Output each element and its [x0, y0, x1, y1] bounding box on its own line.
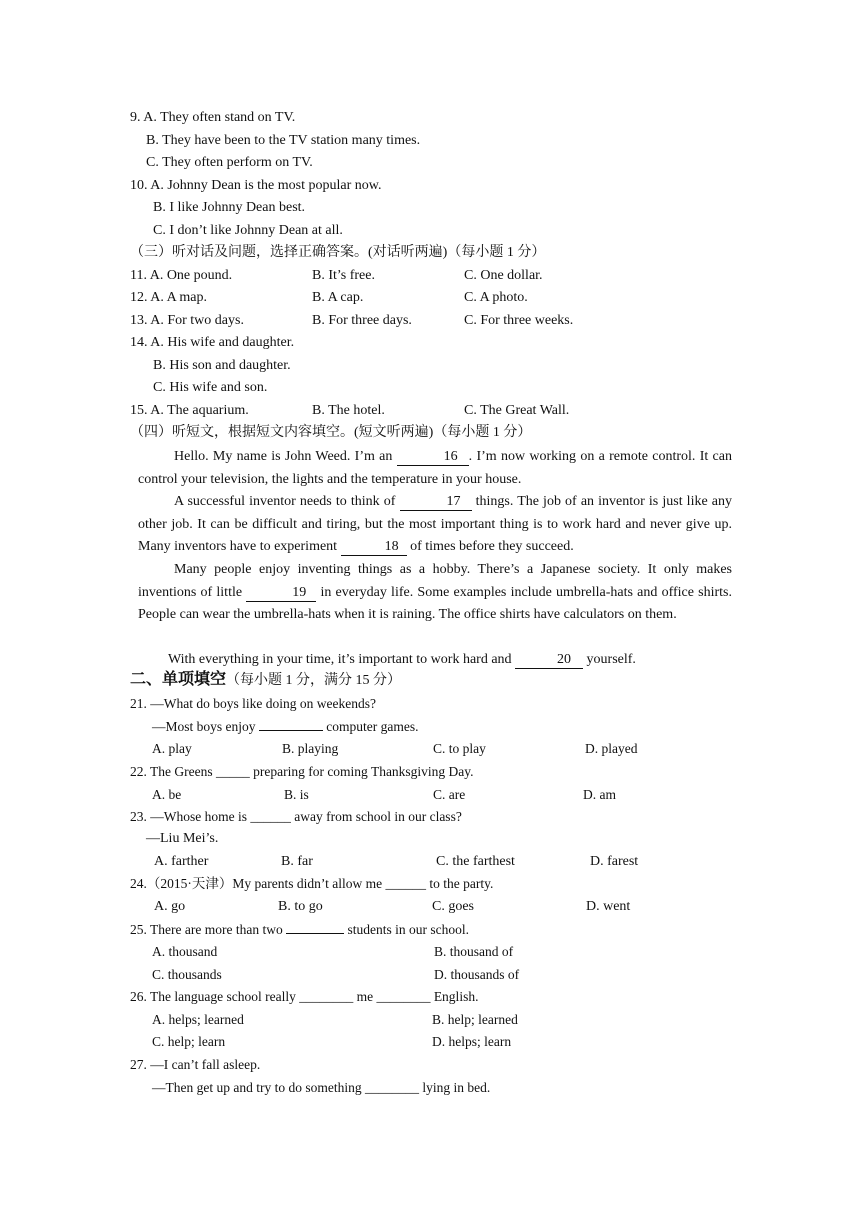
q26-option-b: B. help; learned: [432, 1012, 518, 1027]
q21-stem-2: —Most boys enjoy computer games.: [152, 719, 419, 734]
q12-option-b: B. A cap.: [312, 290, 364, 305]
passage-paragraph-1: Hello. My name is John Weed. I’m an 16 . I’m now working on a remote control. It can control your television, the lights and the temperature in your house.: [138, 449, 732, 487]
q25-option-c: C. thousands: [152, 967, 222, 982]
blank-18: 18: [341, 539, 407, 556]
q24-option-a: A. go: [154, 899, 186, 914]
q24-option-c: C. goes: [432, 899, 474, 914]
q21-option-c: C. to play: [433, 741, 486, 756]
q21-blank: [259, 730, 323, 731]
q24-option-b: B. to go: [278, 899, 323, 914]
q23-option-d: D. farest: [590, 854, 639, 869]
q26-option-a: A. helps; learned: [152, 1012, 244, 1027]
q25-option-a: A. thousand: [152, 944, 218, 959]
q11-option-c: C. One dollar.: [464, 268, 543, 283]
blank-19: 19: [246, 585, 316, 602]
q22-option-d: D. am: [583, 787, 616, 802]
q11-option-a: 11. A. One pound.: [130, 268, 233, 283]
q10-option-c: C. I don’t like Johnny Dean at all.: [153, 223, 343, 238]
q14-option-b: B. His son and daughter.: [153, 358, 291, 373]
passage-paragraph-3: Many people enjoy inventing things as a hobby. There’s a Japanese society. It only makes inventions of little 19 in everyday life. Some examples include umbrella-hats and office shirts. People can wear the umbrella-hats when it is raining. The office shirts have calculators on them.: [138, 562, 733, 623]
q11-option-b: B. It’s free.: [312, 268, 375, 283]
q22-option-c: C. are: [433, 787, 466, 802]
passage-paragraph-4: With everything in your time, it’s important to work hard and 20 yourself.: [168, 652, 636, 667]
q14-option-a: 14. A. His wife and daughter.: [130, 335, 295, 350]
q24-stem: 24.（2015·天津）My parents didn’t allow me ______ to the party.: [130, 876, 494, 891]
q13-option-c: C. For three weeks.: [464, 313, 574, 328]
q9-option-c: C. They often perform on TV.: [146, 155, 313, 170]
section-3-title: （三）听对话及问题，选择正确答案。(对话听两遍)（每小题 1 分）: [130, 245, 546, 260]
q15-option-a: 15. A. The aquarium.: [130, 403, 249, 418]
q13-option-b: B. For three days.: [312, 313, 412, 328]
q27-stem-2: —Then get up and try to do something ________ lying in bed.: [152, 1080, 491, 1095]
section-4-title: （四）听短文，根据短文内容填空。(短文听两遍)（每小题 1 分）: [130, 425, 532, 440]
q12-option-a: 12. A. A map.: [130, 290, 208, 305]
blank-16: 16: [397, 449, 469, 466]
q25-blank: [286, 933, 344, 934]
q21-stem: 21. —What do boys like doing on weekends?: [130, 696, 376, 711]
q21-option-d: D. played: [585, 741, 638, 756]
q15-option-b: B. The hotel.: [312, 403, 385, 418]
q12-option-c: C. A photo.: [464, 290, 528, 305]
q13-option-a: 13. A. For two days.: [130, 313, 244, 328]
q9-option-a: 9. A. They often stand on TV.: [130, 110, 296, 125]
q25-stem: 25. There are more than two students in our school.: [130, 922, 469, 937]
q26-stem: 26. The language school really ________ me ________ English.: [130, 989, 479, 1004]
q10-option-b: B. I like Johnny Dean best.: [153, 200, 306, 215]
q21-option-a: A. play: [152, 741, 192, 756]
blank-20: 20: [515, 652, 583, 669]
q25-option-d: D. thousands of: [434, 967, 520, 982]
q9-option-b: B. They have been to the TV station many times.: [146, 133, 421, 148]
q22-stem: 22. The Greens _____ preparing for coming Thanksgiving Day.: [130, 764, 474, 779]
q14-option-c: C. His wife and son.: [153, 380, 268, 395]
q23-option-b: B. far: [281, 854, 313, 869]
q27-stem: 27. —I can’t fall asleep.: [130, 1057, 261, 1072]
q23-option-a: A. farther: [154, 854, 209, 869]
q21-option-b: B. playing: [282, 741, 339, 756]
passage-paragraph-2: A successful inventor needs to think of 17 things. The job of an inventor is just like any other job. It can be difficult and tiring, but the most important thing is to work hard and never give up. Many inventors have to experiment 18 of times before they succeed.: [138, 494, 732, 555]
q24-option-d: D. went: [586, 899, 631, 914]
part-2-title: 二、单项填空（每小题 1 分，满分 15 分）: [130, 671, 402, 688]
q23-stem-2: —Liu Mei’s.: [146, 831, 219, 846]
q10-option-a: 10. A. Johnny Dean is the most popular now.: [130, 178, 382, 193]
q22-option-a: A. be: [152, 787, 182, 802]
blank-17: 17: [400, 494, 472, 511]
q25-option-b: B. thousand of: [434, 944, 514, 959]
q26-option-d: D. helps; learn: [432, 1034, 512, 1049]
q23-stem: 23. —Whose home is ______ away from school in our class?: [130, 809, 462, 824]
q15-option-c: C. The Great Wall.: [464, 403, 570, 418]
q26-option-c: C. help; learn: [152, 1034, 226, 1049]
q23-option-c: C. the farthest: [436, 854, 515, 869]
q22-option-b: B. is: [284, 787, 309, 802]
